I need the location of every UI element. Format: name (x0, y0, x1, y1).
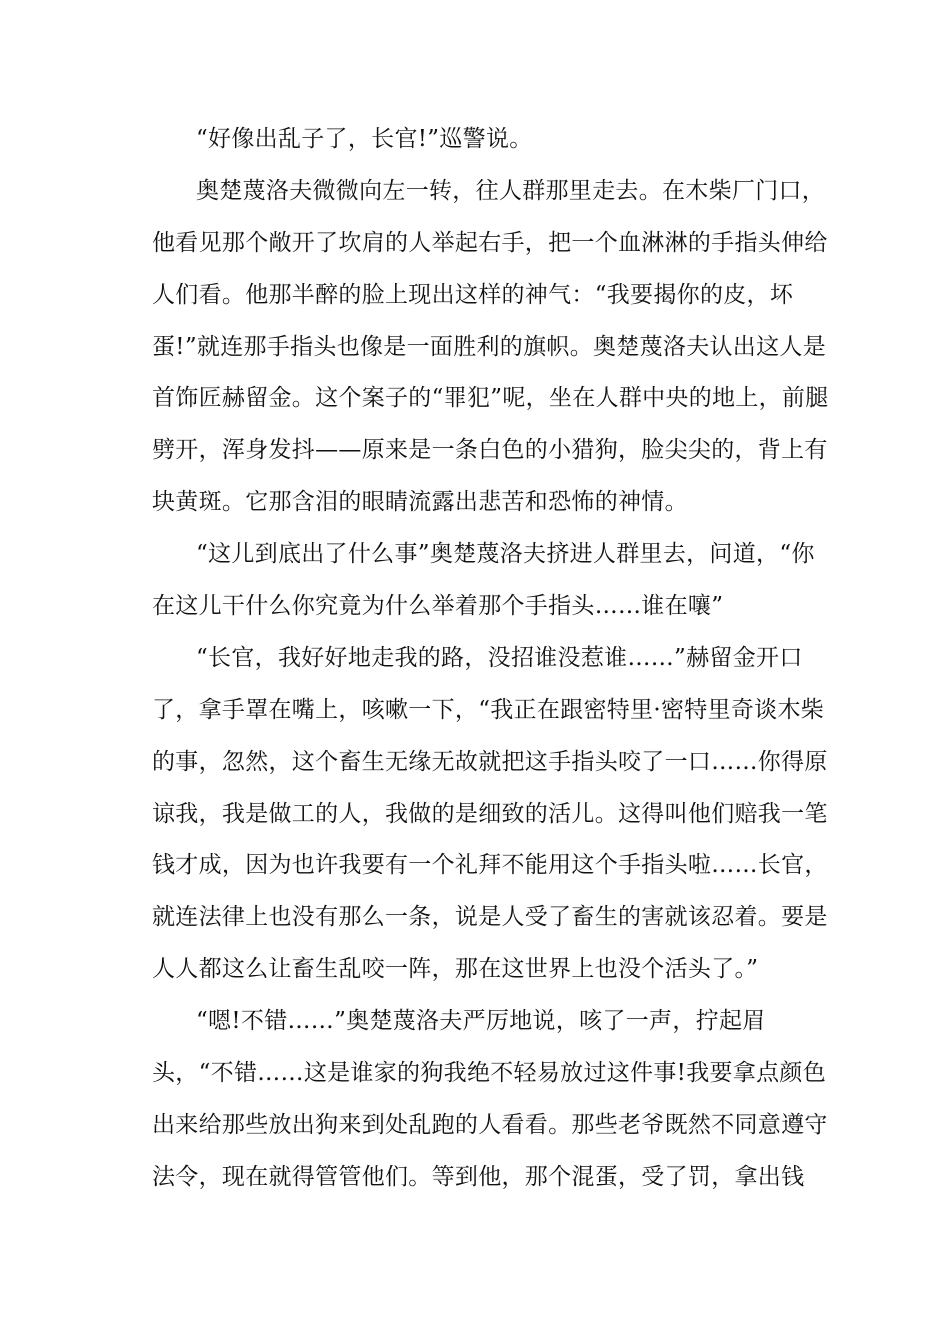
text-line: 蛋!”就连那手指头也像是一面胜利的旗帜。奥楚蔑洛夫认出这人是 (152, 333, 827, 360)
story-text (152, 114, 829, 1204)
text-line: 首饰匠赫留金。这个案子的“罪犯”呢，坐在人群中央的地上，前腿 (152, 385, 829, 412)
text-line: 就连法律上也没有那么一条，说是人受了畜生的害就该忍着。要是 (152, 904, 828, 931)
text-line: “好像出乱子了，长官!”巡警说。 (196, 126, 533, 152)
text-line: 谅我，我是做工的人，我做的是细致的活儿。这得叫他们赔我一笔 (152, 800, 828, 827)
text-line: 了，拿手罩在嘴上，咳嗽一下，“我正在跟密特里·密特里奇谈木柴 (152, 696, 825, 723)
text-line: 钱才成，因为也许我要有一个礼拜不能用这个手指头啦……长官， (152, 852, 828, 879)
text-line: 头，“不错……这是谁家的狗我绝不轻易放过这件事!我要拿点颜色 (152, 1060, 827, 1087)
text-line: 他看见那个敞开了坎肩的人举起右手，把一个血淋淋的手指头伸给 (152, 229, 828, 256)
text-line: 人人都这么让畜生乱咬一阵，那在这世界上也没个活头了。” (152, 956, 759, 983)
text-line: “嗯!不错……”奥楚蔑洛夫严厉地说，咳了一声，拧起眉 (196, 1008, 766, 1035)
text-line: 法令，现在就得管管他们。等到他，那个混蛋，受了罚，拿出钱 (152, 1163, 805, 1190)
text-line: “长官，我好好地走我的路，没招谁没惹谁……”赫留金开口 (196, 644, 803, 671)
text-line: 出来给那些放出狗来到处乱跑的人看看。那些老爷既然不同意遵守 (152, 1111, 828, 1138)
text-line: “这儿到底出了什么事”奥楚蔑洛夫挤进人群里去，问道，“你 (196, 541, 815, 568)
text-line: 块黄斑。它那含泪的眼睛流露出悲苦和恐怖的神情。 (152, 489, 688, 516)
text-line: 劈开，浑身发抖——原来是一条白色的小猎狗，脸尖尖的，背上有 (152, 437, 828, 464)
text-line: 人们看。他那半醉的脸上现出这样的神气：“我要揭你的皮，坏 (152, 281, 794, 308)
text-line: 的事，忽然，这个畜生无缘无故就把这手指头咬了一口……你得原 (152, 748, 828, 775)
text-line: 在这儿干什么你究竟为什么举着那个手指头……谁在嚷” (152, 593, 724, 620)
text-line: 奥楚蔑洛夫微微向左一转，往人群那里走去。在木柴厂门口， (196, 177, 826, 204)
